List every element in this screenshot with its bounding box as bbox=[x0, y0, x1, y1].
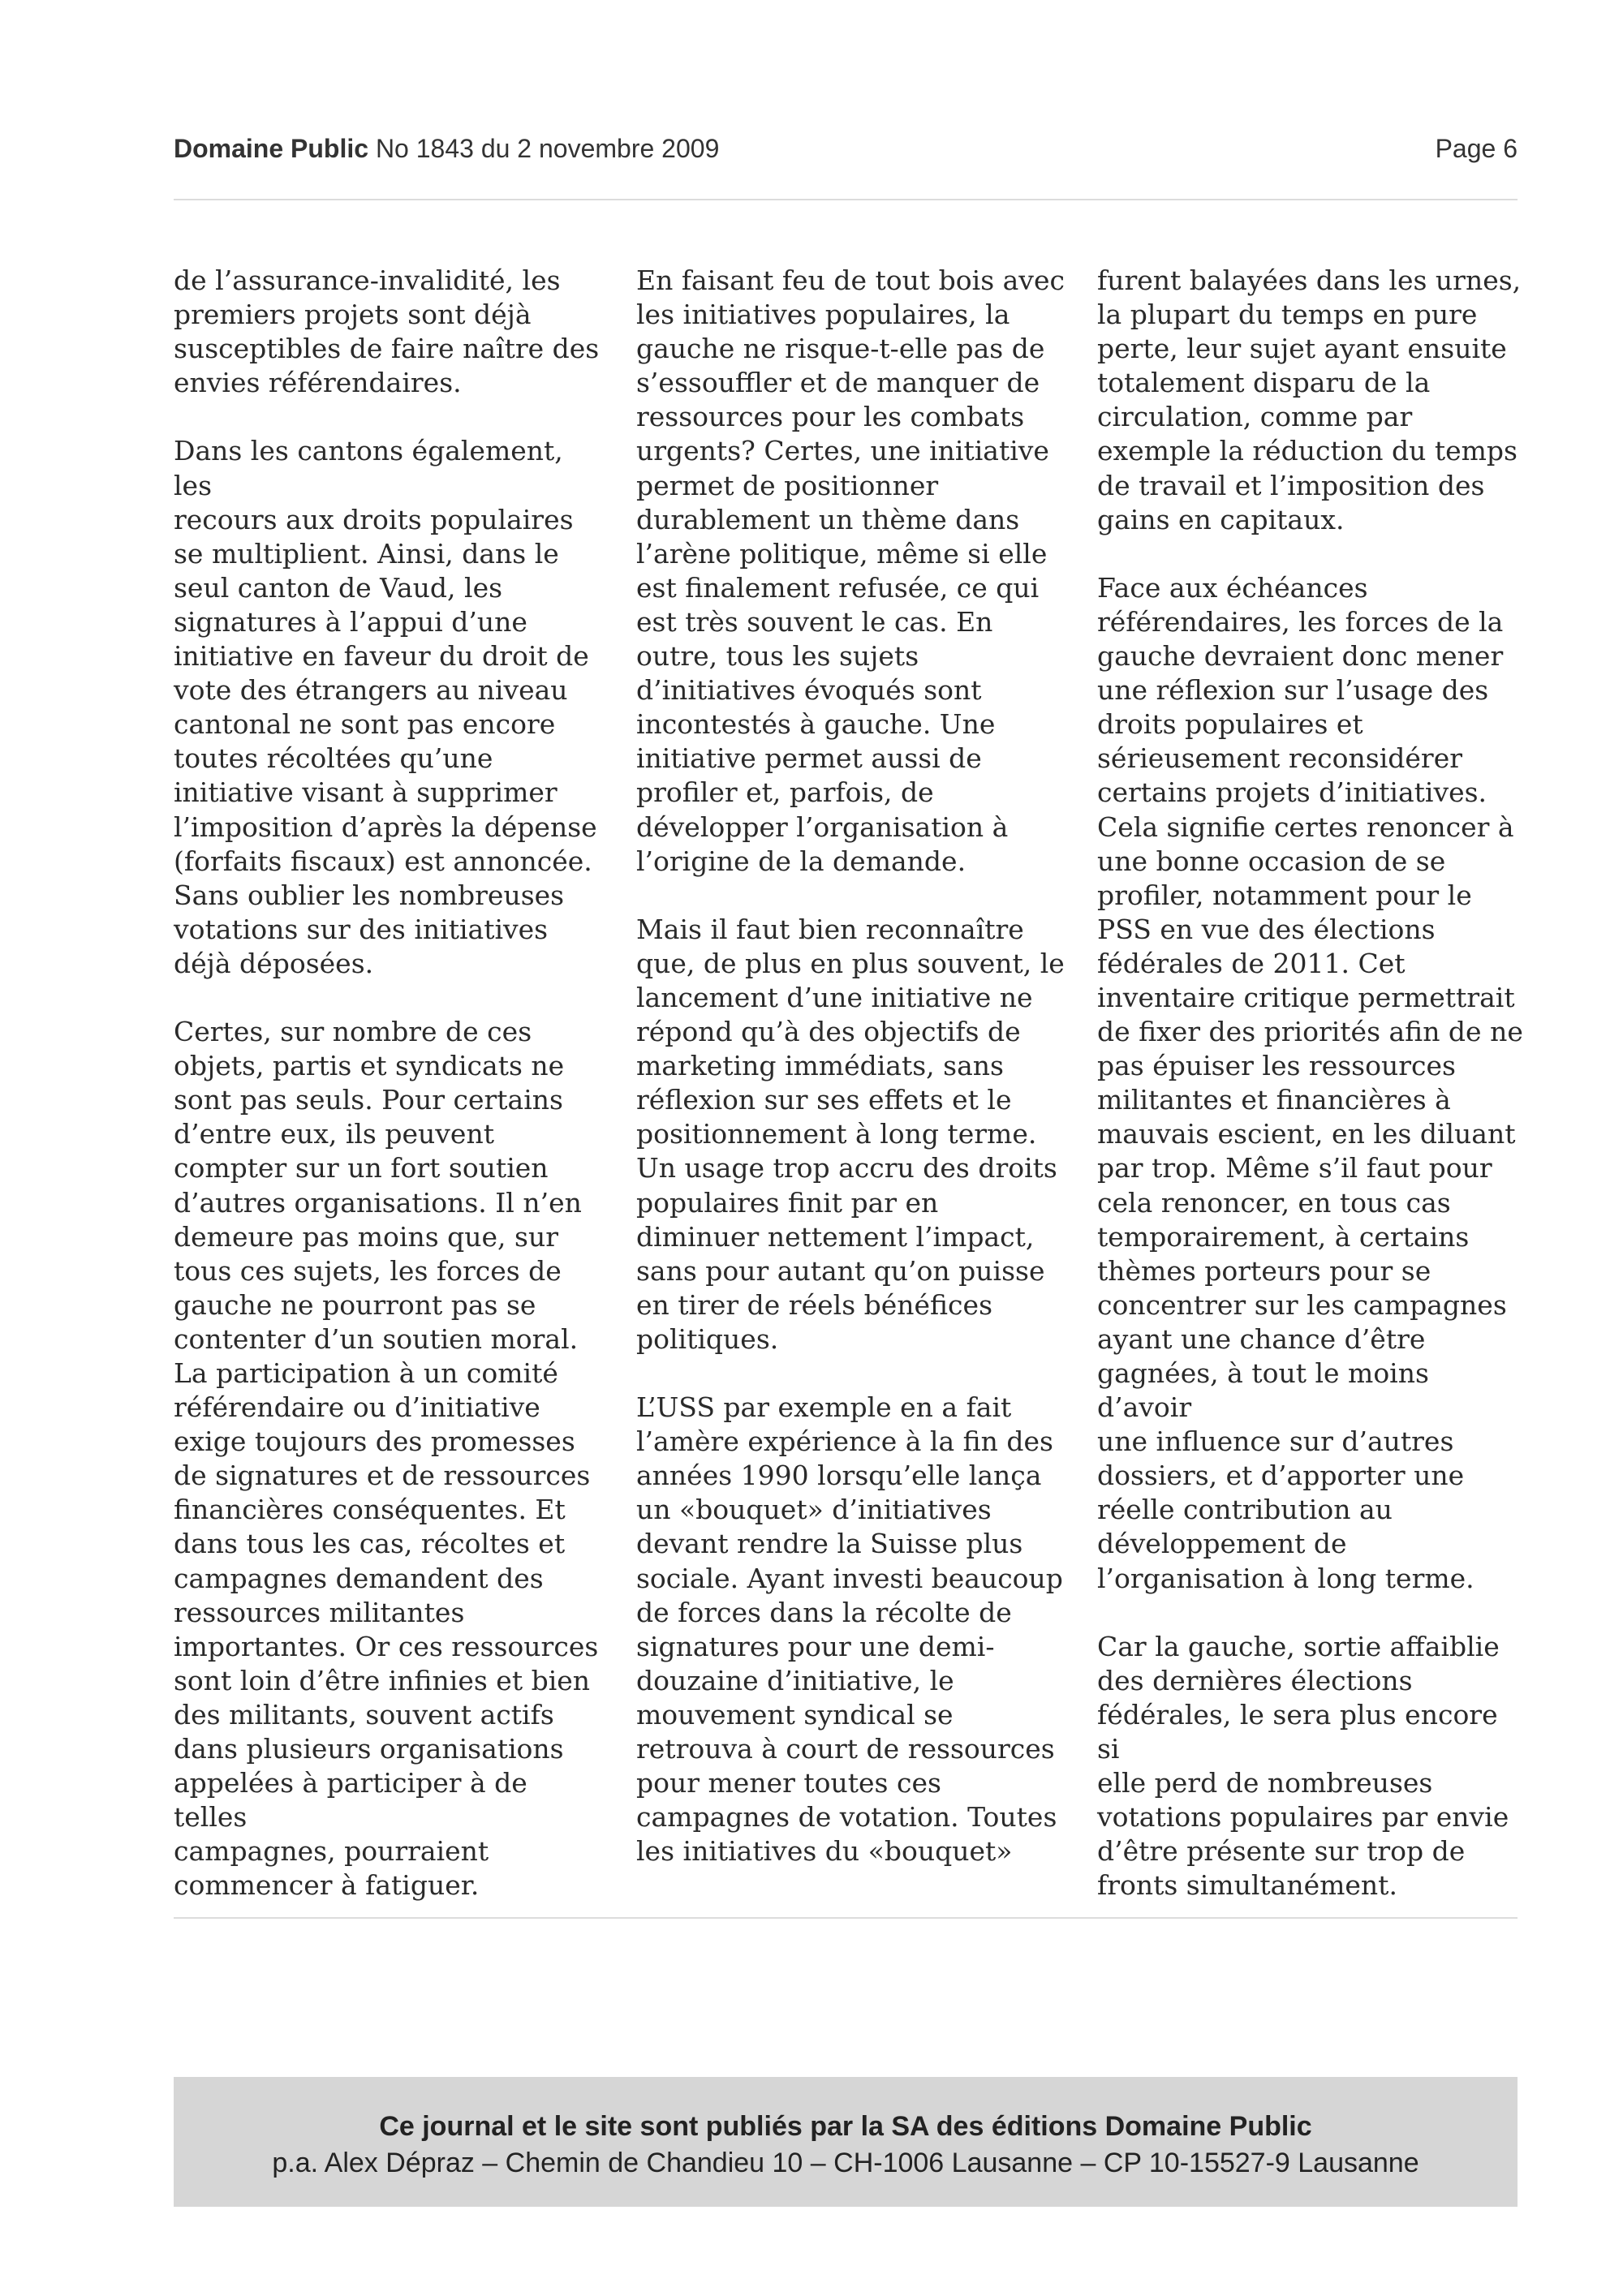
publisher-address: p.a. Alex Dépraz – Chemin de Chandieu 10 – CH-1006 Lausanne – CP 10-15527-9 Lausanne bbox=[272, 2148, 1419, 2178]
paragraph: Dans les cantons également, les recours aux droits populaires se multiplient. Ainsi, dans le seul canton de Vaud, les signatures à l’appui d’une initiative en faveur du droit de vote des étrangers au niveau cantonal ne sont pas encore toutes récoltées qu’une initiative visant à supprimer l’imposition d’après la dépense (forfaits fiscaux) est annoncée. Sans oublier les nombreuses votations sur des initiatives déjà déposées. bbox=[174, 435, 597, 979]
paragraph: furent balayées dans les urnes, la plupart du temps en pure perte, leur sujet ayant ensuite totalement disparu de la circulation, comme par exemple la réduction du temps de travail et l’imposition des gains en capitaux. bbox=[1097, 264, 1522, 535]
publisher-statement: Ce journal et le site sont publiés par la SA des éditions Domaine Public bbox=[379, 2111, 1312, 2142]
paragraph: Certes, sur nombre de ces objets, partis et syndicats ne sont pas seuls. Pour certains d’entre eux, ils peuvent compter sur un fort soutien d’autres organisations. Il n’en demeure pas moins que, sur tous ces sujets, les forces de gauche ne pourront pas se contenter d’un soutien moral. La participation à un comité référendaire ou d’initiative exige toujours des promesses de signatures et de ressources financières conséquentes. Et dans tous les cas, récoltes et campagnes demandent des ressources militantes importantes. Or ces ressources sont loin d’être infinies et bien des militants, souvent actifs dans plusieurs organisations appelées à participer à de telles campagnes, pourraient commencer à fatiguer. bbox=[174, 1016, 599, 1902]
paragraph: En faisant feu de tout bois avec les initiatives populaires, la gauche ne risque-t-elle pas de s’essouffler et de manquer de ressources pour les combats urgents? Certes, une initiative permet de positionner durablement un thème dans l’arène politique, même si elle est finalement refusée, ce qui est très souvent le cas. En outre, tous les sujets d’initiatives évoqués sont incontestés à gauche. Une initiative permet aussi de profiler et, parfois, de développer l’organisation à l’origine de la demande. bbox=[636, 264, 1065, 877]
issue-info: No 1843 du 2 novembre 2009 bbox=[375, 134, 720, 163]
header-divider bbox=[174, 199, 1518, 200]
publisher-footer bbox=[174, 2077, 1518, 2207]
paragraph: de l’assurance-invalidité, les premiers projets sont déjà susceptibles de faire naître des envies référendaires. bbox=[174, 264, 600, 399]
publication-name: Domaine Public bbox=[174, 134, 369, 163]
paragraph: Mais il faut bien reconnaître que, de plus en plus souvent, le lancement d’une initiative ne répond qu’à des objectifs de marketing immédiats, sans réflexion sur ses effets et le positionnement à long terme. Un usage trop accru des droits populaires finit par en diminuer nettement l’impact, sans pour autant qu’on puisse en tirer de réels bénéfices politiques. bbox=[636, 913, 1065, 1355]
paragraph: Car la gauche, sortie affaiblie des dernières élections fédérales, le sera plus encore si elle perd de nombreuses votations populaires par envie d’être présente sur trop de fronts simultanément. bbox=[1097, 1630, 1509, 1902]
paragraph: L’USS par exemple en a fait l’amère expérience à la fin des années 1990 lorsqu’elle lança un «bouquet» d’initiatives devant rendre la Suisse plus sociale. Ayant investi beaucoup de forces dans la récolte de signatures pour une demi- douzaine d’initiative, le mouvement syndical se retrouva à court de ressources pour mener toutes ces campagnes de votation. Toutes les initiatives du «bouquet» bbox=[636, 1391, 1063, 1868]
page-header bbox=[174, 134, 1518, 174]
page-number: Page 6 bbox=[1435, 134, 1518, 163]
article-column-2 bbox=[636, 264, 1066, 1868]
footer-divider bbox=[174, 1917, 1518, 1919]
article-column-3 bbox=[1097, 264, 1527, 1903]
article-column-1 bbox=[174, 264, 604, 1903]
publication-info bbox=[174, 134, 719, 164]
paragraph: Face aux échéances référendaires, les forces de la gauche devraient donc mener une réflexion sur l’usage des droits populaires et sérieusement reconsidérer certains projets d’initiatives. Cela signifie certes renoncer à une bonne occasion de se profiler, notamment pour le PSS en vue des élections fédérales de 2011. Cet inventaire critique permettrait de fixer des priorités afin de ne pas épuiser les ressources militantes et financières à mauvais escient, en les diluant par trop. Même s’il faut pour cela renoncer, en tous cas temporairement, à certains thèmes porteurs pour se concentrer sur les campagnes ayant une chance d’être gagnées, à tout le moins d’avoir une influence sur d’autres dossiers, et d’apporter une réelle contribution au développement de l’organisation à long terme. bbox=[1097, 571, 1523, 1594]
